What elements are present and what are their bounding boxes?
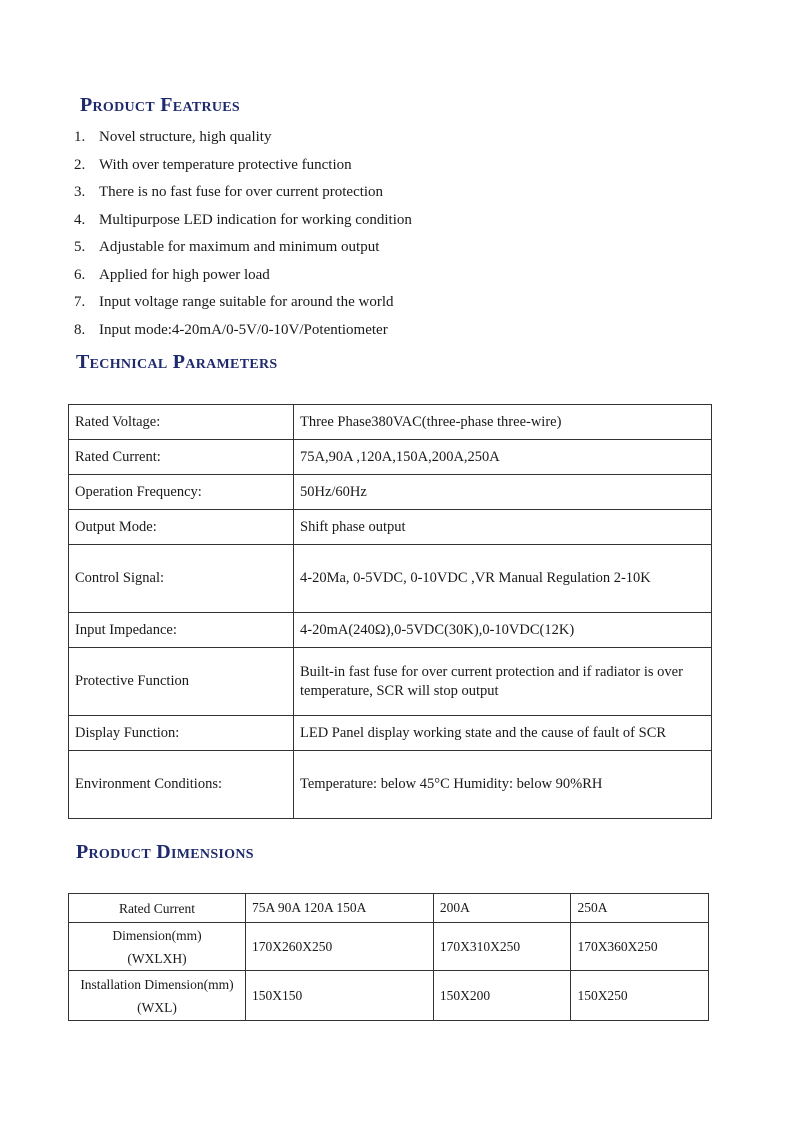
feature-item: 1. Novel structure, high quality — [74, 129, 272, 145]
dimension-cell: 170X360X250 — [571, 923, 709, 971]
table-row — [69, 545, 712, 613]
feature-text: With over temperature protective function — [99, 156, 352, 173]
param-label: Control Signal: — [69, 545, 294, 613]
table-row — [69, 716, 712, 751]
feature-text: Multipurpose LED indication for working condition — [99, 211, 412, 228]
param-label: Rated Voltage: — [69, 405, 294, 440]
param-value: LED Panel display working state and the cause of fault of SCR — [294, 716, 712, 751]
dimension-cell: 75A 90A 120A 150A — [246, 894, 434, 923]
table-row — [69, 971, 709, 1021]
table-row — [69, 894, 709, 923]
dimension-cell: 150X200 — [433, 971, 571, 1021]
table-row — [69, 475, 712, 510]
table-row — [69, 613, 712, 648]
feature-text: Applied for high power load — [99, 266, 270, 283]
param-value: Built-in fast fuse for over current protection and if radiator is over temperature, SCR will stop output — [294, 648, 712, 716]
feature-text: Input voltage range suitable for around the world — [99, 294, 394, 310]
feature-item: 8. Input mode:4-20mA/0-5V/0-10V/Potentiometer — [74, 321, 388, 338]
param-label: Display Function: — [69, 716, 294, 751]
feature-item: 2. With over temperature protective function — [74, 156, 352, 173]
param-label: Operation Frequency: — [69, 475, 294, 510]
dimension-row-header: Dimension(mm) (WXLXH) — [69, 923, 246, 971]
technical-parameters-table — [68, 404, 712, 819]
feature-text: There is no fast fuse for over current protection — [99, 184, 384, 200]
feature-item: 6. Applied for high power load — [74, 266, 270, 283]
feature-item: 7. Input voltage range suitable for around the world — [74, 294, 394, 310]
param-value: 4-20Ma, 0-5VDC, 0-10VDC ,VR Manual Regulation 2-10K — [294, 545, 712, 613]
param-value: Shift phase output — [294, 510, 712, 545]
param-label: Rated Current: — [69, 440, 294, 475]
dimension-cell: 250A — [571, 894, 709, 923]
param-value: 75A,90A ,120A,150A,200A,250A — [294, 440, 712, 475]
param-label: Input Impedance: — [69, 613, 294, 648]
feature-list — [74, 124, 574, 344]
param-label: Output Mode: — [69, 510, 294, 545]
param-value: Temperature: below 45°C Humidity: below 90%RH — [294, 751, 712, 819]
feature-text: Input mode:4-20mA/0-5V/0-10V/Potentiometer — [99, 321, 388, 338]
param-value: Three Phase380VAC(three-phase three-wire) — [294, 405, 712, 440]
table-row — [69, 510, 712, 545]
product-dimensions-table — [68, 893, 709, 1021]
feature-item: 5. Adjustable for maximum and minimum output — [74, 239, 380, 255]
param-value: 50Hz/60Hz — [294, 475, 712, 510]
dimension-row-header: Rated Current — [69, 894, 246, 923]
table-row — [69, 440, 712, 475]
dimension-row-header: Installation Dimension(mm) (WXL) — [69, 971, 246, 1021]
table-row — [69, 405, 712, 440]
product-dimensions-heading: Product Dimensions — [76, 841, 254, 863]
dimension-cell: 150X250 — [571, 971, 709, 1021]
param-value: 4-20mA(240Ω),0-5VDC(30K),0-10VDC(12K) — [294, 613, 712, 648]
table-row — [69, 648, 712, 716]
dimension-cell: 200A — [433, 894, 571, 923]
feature-item: 4. Multipurpose LED indication for working condition — [74, 211, 412, 228]
dimension-cell: 150X150 — [246, 971, 434, 1021]
param-label: Protective Function — [69, 648, 294, 716]
table-row — [69, 751, 712, 819]
feature-text: Novel structure, high quality — [99, 129, 272, 145]
technical-parameters-heading: Technical Parameters — [76, 351, 278, 373]
dimension-cell: 170X260X250 — [246, 923, 434, 971]
table-row — [69, 923, 709, 971]
feature-item: 3. There is no fast fuse for over current protection — [74, 184, 384, 200]
dimension-cell: 170X310X250 — [433, 923, 571, 971]
product-features-heading: Product Featrues — [80, 94, 240, 116]
feature-text: Adjustable for maximum and minimum output — [99, 239, 380, 255]
param-label: Environment Conditions: — [69, 751, 294, 819]
